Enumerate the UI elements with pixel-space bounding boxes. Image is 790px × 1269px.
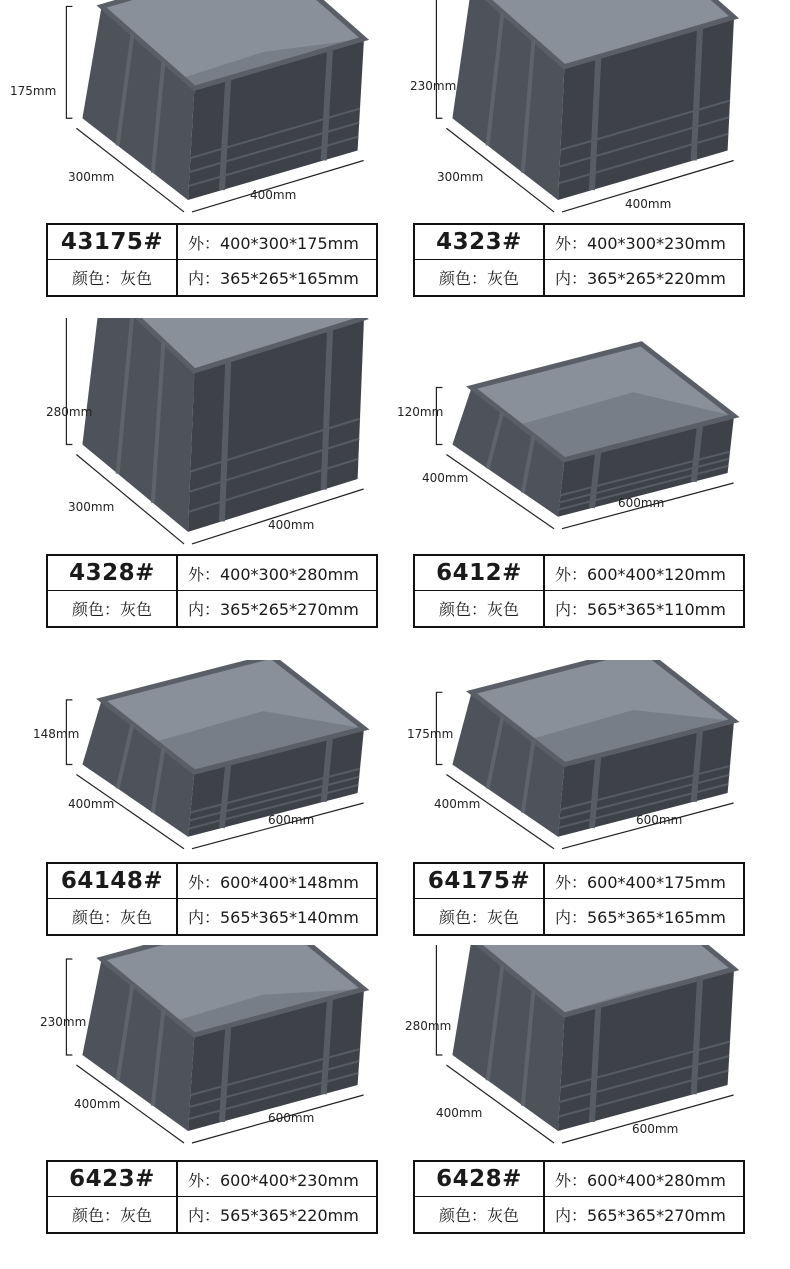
inner-dimensions: 内：565*365*140mm xyxy=(188,908,359,927)
height-dimension-label: 230mm xyxy=(410,79,457,93)
outer-dimensions: 外：600*400*148mm xyxy=(178,864,376,899)
spec-table xyxy=(46,554,378,628)
outer-dimensions: 外：400*300*175mm xyxy=(178,225,376,260)
height-dimension-label: 120mm xyxy=(397,405,444,419)
spec-table xyxy=(413,223,745,297)
crate-photo xyxy=(430,660,750,850)
outer-dimensions: 外：400*300*280mm xyxy=(178,556,376,591)
height-dimension-label: 280mm xyxy=(405,1019,452,1033)
color-spec: 颜色：灰色 xyxy=(415,899,545,934)
spec-table xyxy=(413,862,745,936)
length-dimension-label: 600mm xyxy=(618,496,665,510)
model-number: 64175# xyxy=(415,864,545,899)
length-dimension-label: 600mm xyxy=(268,813,315,827)
model-number: 64148# xyxy=(48,864,178,899)
height-dimension-label: 230mm xyxy=(40,1015,87,1029)
color-spec: 颜色：灰色 xyxy=(415,591,545,626)
height-dimension-label: 175mm xyxy=(407,727,454,741)
model-number: 6423# xyxy=(48,1162,178,1197)
depth-dimension-label: 400mm xyxy=(434,797,481,811)
inner-dimensions: 内：365*265*220mm xyxy=(555,269,726,288)
crate-photo xyxy=(430,340,750,530)
inner-dimensions: 内：565*365*165mm xyxy=(555,908,726,927)
outer-dimensions: 外：400*300*230mm xyxy=(545,225,743,260)
inner-dimensions: 内：565*365*110mm xyxy=(555,600,726,619)
depth-dimension-label: 300mm xyxy=(437,170,484,184)
inner-dimensions: 内：365*265*270mm xyxy=(188,600,359,619)
depth-dimension-label: 400mm xyxy=(74,1097,121,1111)
crate-photo xyxy=(60,660,380,850)
height-dimension-label: 280mm xyxy=(46,405,93,419)
model-number: 4323# xyxy=(415,225,545,260)
depth-dimension-label: 300mm xyxy=(68,500,115,514)
color-spec: 颜色：灰色 xyxy=(48,591,178,626)
length-dimension-label: 400mm xyxy=(625,197,672,211)
depth-dimension-label: 400mm xyxy=(422,471,469,485)
color-spec: 颜色：灰色 xyxy=(415,1197,545,1232)
spec-table xyxy=(46,223,378,297)
length-dimension-label: 400mm xyxy=(250,188,297,202)
outer-dimensions: 外：600*400*120mm xyxy=(545,556,743,591)
spec-table xyxy=(413,1160,745,1234)
model-number: 6428# xyxy=(415,1162,545,1197)
model-number: 43175# xyxy=(48,225,178,260)
inner-dimensions: 内：565*365*270mm xyxy=(555,1206,726,1225)
spec-table xyxy=(413,554,745,628)
crate-photo xyxy=(60,945,380,1145)
model-number: 4328# xyxy=(48,556,178,591)
height-dimension-label: 148mm xyxy=(33,727,80,741)
inner-dimensions: 内：365*265*165mm xyxy=(188,269,359,288)
model-number: 6412# xyxy=(415,556,545,591)
depth-dimension-label: 400mm xyxy=(436,1106,483,1120)
color-spec: 颜色：灰色 xyxy=(415,260,545,295)
height-dimension-label: 175mm xyxy=(10,84,57,98)
color-spec: 颜色：灰色 xyxy=(48,899,178,934)
length-dimension-label: 600mm xyxy=(636,813,683,827)
color-spec: 颜色：灰色 xyxy=(48,1197,178,1232)
outer-dimensions: 外：600*400*280mm xyxy=(545,1162,743,1197)
depth-dimension-label: 300mm xyxy=(68,170,115,184)
outer-dimensions: 外：600*400*230mm xyxy=(178,1162,376,1197)
spec-table xyxy=(46,862,378,936)
outer-dimensions: 外：600*400*175mm xyxy=(545,864,743,899)
length-dimension-label: 400mm xyxy=(268,518,315,532)
length-dimension-label: 600mm xyxy=(632,1122,679,1136)
spec-table xyxy=(46,1160,378,1234)
length-dimension-label: 600mm xyxy=(268,1111,315,1125)
inner-dimensions: 内：565*365*220mm xyxy=(188,1206,359,1225)
depth-dimension-label: 400mm xyxy=(68,797,115,811)
color-spec: 颜色：灰色 xyxy=(48,260,178,295)
